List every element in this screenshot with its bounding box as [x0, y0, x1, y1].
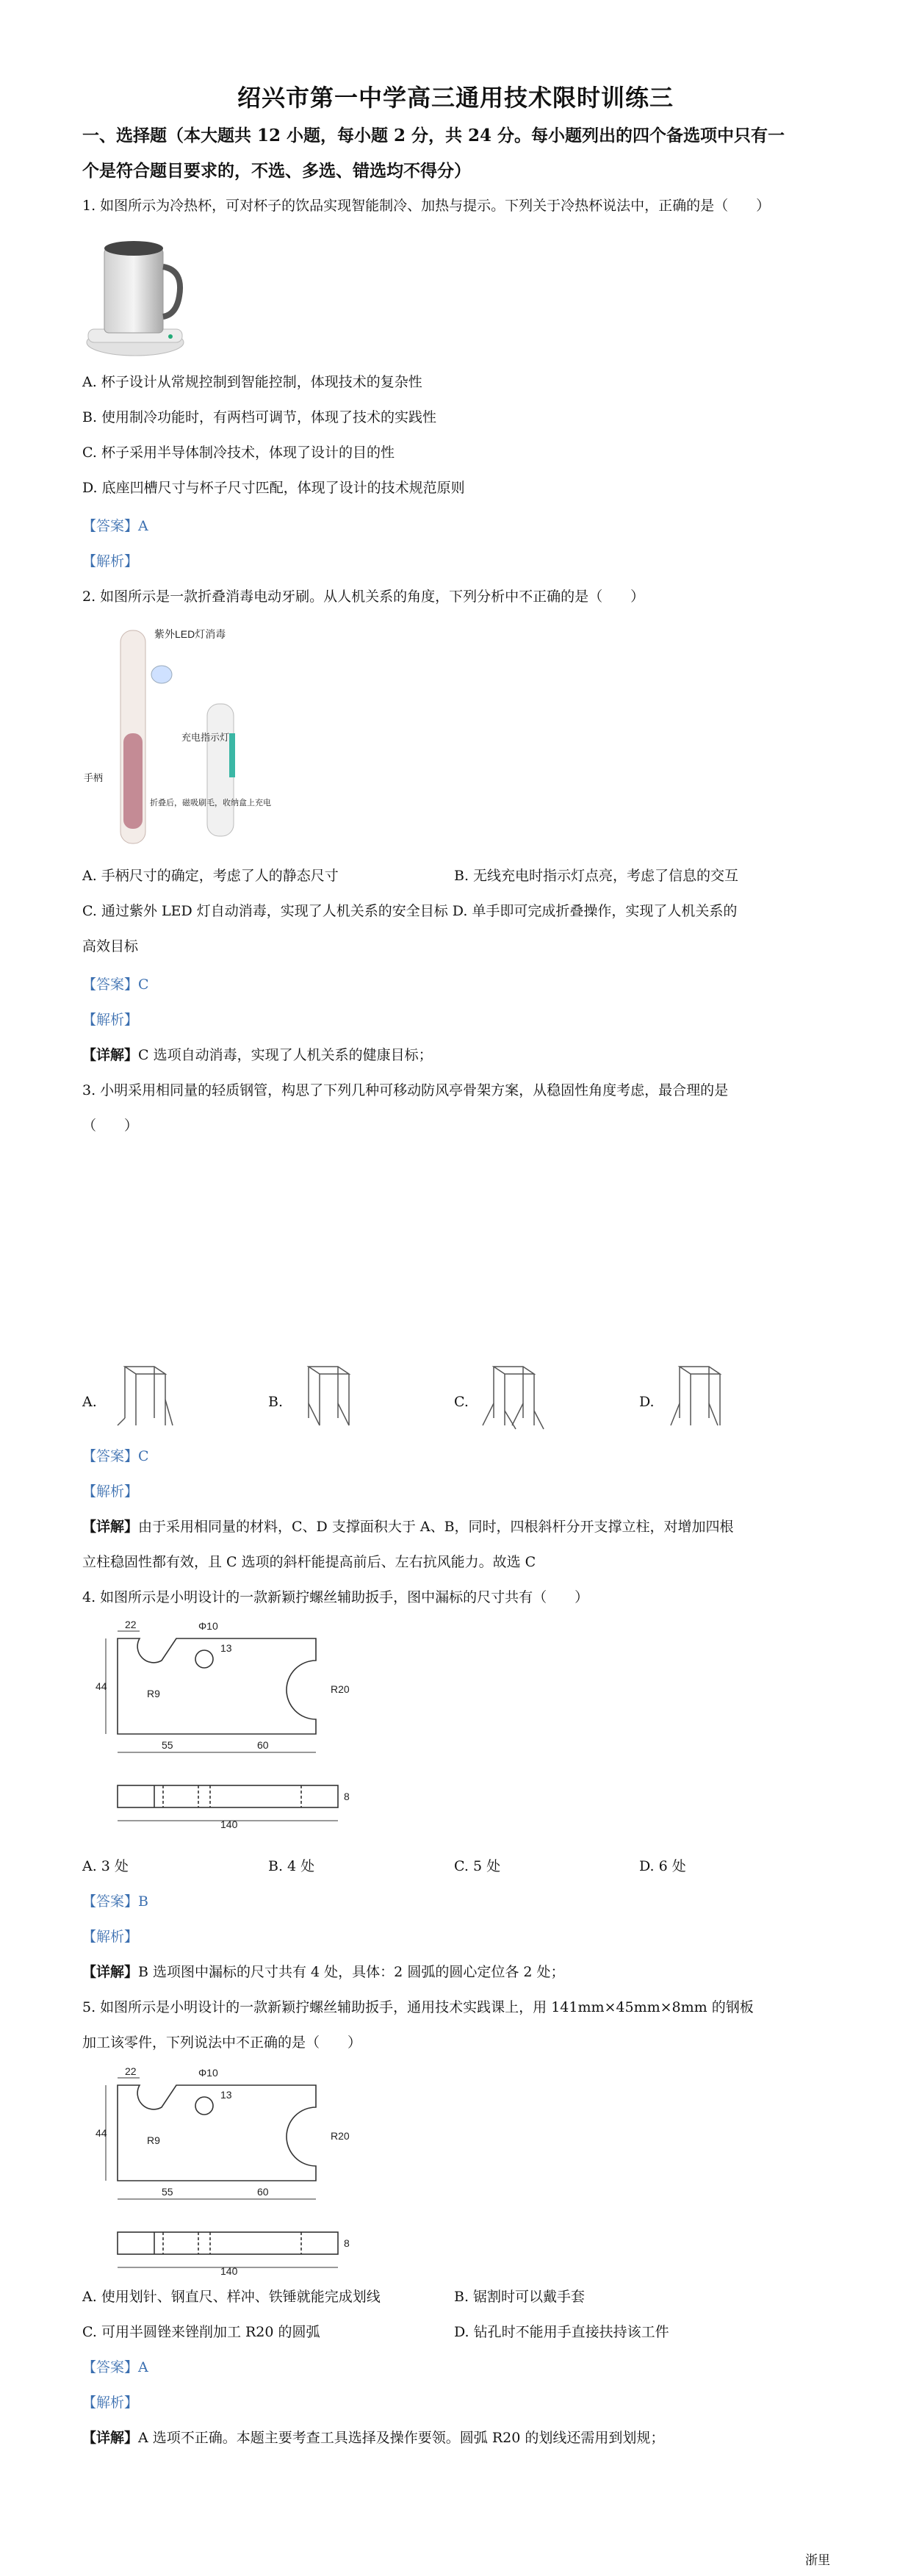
- q5-analysis: 【解析】: [82, 2395, 139, 2411]
- q4-analysis: 【解析】: [82, 1929, 139, 1945]
- q5-stem-line2: 加工该零件，下列说法中不正确的是（ ）: [82, 2034, 362, 2051]
- q4-dim-22: 22: [125, 1619, 137, 1630]
- q4-answer: 【答案】B: [82, 1893, 148, 1910]
- q2-label-fold: 折叠后，磁吸刷毛，收纳盒上充电: [150, 799, 271, 807]
- q5-detail: 【详解】A 选项不正确。本题主要考查工具选择及操作要领。圆弧 R20 的划线还需用到划规；: [82, 2430, 665, 2446]
- q5-dim-140: 140: [220, 2265, 238, 2276]
- q2-option-b: B. 无线充电时指示灯点亮，考虑了信息的交互: [454, 868, 739, 884]
- q4-dim-r9: R9: [147, 1688, 160, 1699]
- q4-option-d: D. 6 处: [639, 1858, 686, 1874]
- q4-option-c: C. 5 处: [454, 1858, 501, 1874]
- q5-dim-r20: R20: [331, 2130, 350, 2142]
- q1-cup-image: [82, 226, 192, 359]
- q1-option-c: C. 杯子采用半导体制冷技术，体现了设计的目的性: [82, 445, 395, 461]
- q3-frame-a: [110, 1359, 176, 1433]
- q3-answer: 【答案】C: [82, 1448, 149, 1464]
- q2-detail: 【详解】C 选项自动消毒，实现了人机关系的健康目标；: [82, 1047, 433, 1063]
- q3-detail-line2: 立柱稳固性都有效，且 C 选项的斜杆能提高前后、左右抗风能力。故选 C: [82, 1554, 536, 1570]
- q4-dim-55: 55: [162, 1739, 173, 1751]
- q5-stem-line1: 5. 如图所示是小明设计的一款新颖拧螺丝辅助扳手，通用技术实践课上，用 141mm×45mm×8mm 的钢板: [82, 1999, 754, 2015]
- q4-wrench-drawing: [96, 1616, 419, 1830]
- q3-analysis: 【解析】: [82, 1483, 139, 1500]
- q1-option-a: A. 杯子设计从常规控制到智能控制，体现技术的复杂性: [82, 374, 422, 390]
- q4-dim-8: 8: [344, 1791, 350, 1802]
- q3-detail-line1: 【详解】由于采用相同量的材料，C、D 支撑面积大于 A、B，同时，四根斜杆分开支撑立柱，对增加四根: [82, 1519, 734, 1535]
- q2-option-d-cont: 高效目标: [82, 938, 139, 954]
- q3-frame-c: [479, 1359, 545, 1433]
- q5-answer: 【答案】A: [82, 2359, 148, 2375]
- q2-label-uv: 紫外LED灯消毒: [154, 628, 226, 640]
- q2-label-charge: 充电指示灯: [181, 732, 230, 743]
- q5-option-c: C. 可用半圆锉来锉削加工 R20 的圆弧: [82, 2324, 320, 2340]
- section-heading-line2: 个是符合题目要求的，不选、多选、错选均不得分）: [82, 161, 471, 181]
- page-title: 绍兴市第一中学高三通用技术限时训练三: [237, 84, 674, 112]
- q1-analysis: 【解析】: [82, 553, 139, 569]
- q4-dim-44: 44: [96, 1680, 107, 1692]
- q3-frame-b: [298, 1359, 364, 1433]
- q1-answer: 【答案】A: [82, 518, 148, 534]
- q2-analysis: 【解析】: [82, 1012, 139, 1028]
- q5-dim-55: 55: [162, 2186, 173, 2198]
- q5-dim-13: 13: [220, 2089, 232, 2101]
- q5-dim-22: 22: [125, 2065, 137, 2077]
- q2-option-c: C. 通过紫外 LED 灯自动消毒，实现了人机关系的安全目标 D. 单手即可完成折叠操作，实现了人机关系的: [82, 903, 738, 919]
- q5-option-a: A. 使用划针、钢直尺、样冲、铁锤就能完成划线: [82, 2289, 381, 2305]
- q4-detail: 【详解】B 选项图中漏标的尺寸共有 4 处，具体：2 圆弧的圆心定位各 2 处；: [82, 1964, 565, 1980]
- q4-dim-140: 140: [220, 1818, 238, 1830]
- q2-toothbrush-image: [82, 623, 273, 851]
- q3-option-d: D.: [639, 1394, 655, 1410]
- q4-dim-60: 60: [257, 1739, 269, 1751]
- q3-option-b: B.: [268, 1394, 284, 1410]
- q5-dim-r9: R9: [147, 2134, 160, 2146]
- q5-dim-60: 60: [257, 2186, 269, 2198]
- q3-option-a: A.: [82, 1394, 97, 1410]
- q3-frame-d: [665, 1359, 731, 1433]
- q2-option-a: A. 手柄尺寸的确定，考虑了人的静态尺寸: [82, 868, 339, 884]
- section-heading-line1: 一、选择题（本大题共 12 小题，每小题 2 分，共 24 分。每小题列出的四个备选项中只有一: [82, 126, 785, 145]
- q2-label-handle: 手柄: [84, 772, 104, 783]
- q2-answer: 【答案】C: [82, 976, 149, 993]
- q2-stem: 2. 如图所示是一款折叠消毒电动牙刷。从人机关系的角度，下列分析中不正确的是（ ）: [82, 589, 645, 605]
- q5-dim-8: 8: [344, 2237, 350, 2249]
- page-footer: 浙里: [805, 2553, 830, 2568]
- q1-stem: 1. 如图所示为冷热杯，可对杯子的饮品实现智能制冷、加热与提示。下列关于冷热杯说法中，正确的是（ ）: [82, 198, 771, 214]
- q5-dim-phi10: Φ10: [198, 2067, 218, 2079]
- q5-dim-44: 44: [96, 2127, 107, 2139]
- q4-option-a: A. 3 处: [82, 1858, 129, 1874]
- q4-dim-phi10: Φ10: [198, 1620, 218, 1632]
- q4-stem: 4. 如图所示是小明设计的一款新颖拧螺丝辅助扳手，图中漏标的尺寸共有（ ）: [82, 1589, 589, 1605]
- q4-dim-r20: R20: [331, 1683, 350, 1695]
- q4-dim-13: 13: [220, 1642, 232, 1654]
- q4-option-b: B. 4 处: [268, 1858, 315, 1874]
- q1-option-d: D. 底座凹槽尺寸与杯子尺寸匹配，体现了设计的技术规范原则: [82, 480, 465, 496]
- q1-option-b: B. 使用制冷功能时，有两档可调节，体现了技术的实践性: [82, 409, 437, 425]
- q5-option-d: D. 钻孔时不能用手直接扶持该工件: [454, 2324, 669, 2340]
- q5-wrench-drawing: [96, 2063, 419, 2276]
- q3-option-c: C.: [454, 1394, 469, 1410]
- q3-stem-cont: （ ）: [82, 1118, 139, 1134]
- q3-stem: 3. 小明采用相同量的轻质钢管，构思了下列几种可移动防风亭骨架方案，从稳固性角度考虑，最合理的是: [82, 1082, 729, 1098]
- q5-option-b: B. 锯割时可以戴手套: [454, 2289, 586, 2305]
